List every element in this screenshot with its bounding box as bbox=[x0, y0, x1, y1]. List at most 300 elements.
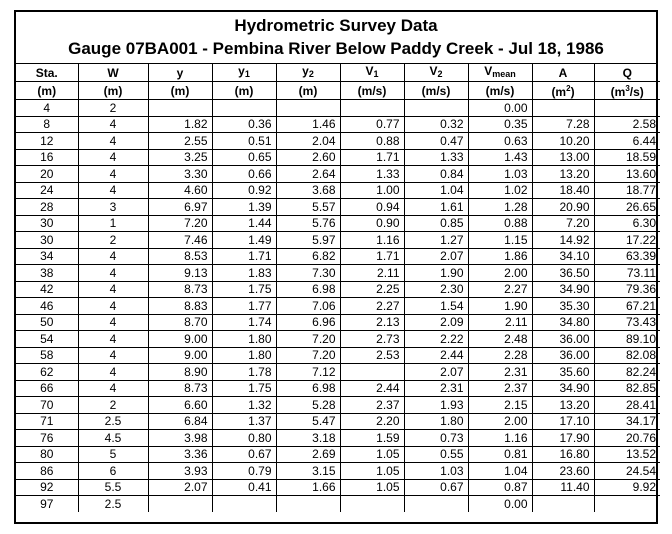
cell-v2: 0.47 bbox=[404, 133, 468, 150]
cell-y: 9.00 bbox=[148, 331, 212, 348]
cell-vmean: 1.90 bbox=[468, 298, 532, 315]
cell-q: 24.54 bbox=[594, 463, 660, 480]
cell-y1 bbox=[212, 100, 276, 117]
cell-q: 20.76 bbox=[594, 430, 660, 447]
unit-text: (m bbox=[610, 85, 626, 99]
cell-y1: 1.75 bbox=[212, 281, 276, 298]
cell-sta: 8 bbox=[16, 116, 78, 133]
cell-w: 4 bbox=[78, 182, 148, 199]
cell-vmean: 1.43 bbox=[468, 149, 532, 166]
table-row bbox=[16, 166, 660, 183]
cell-w: 3 bbox=[78, 199, 148, 216]
cell-vmean: 2.37 bbox=[468, 380, 532, 397]
cell-v2: 0.73 bbox=[404, 430, 468, 447]
column-unit-q bbox=[594, 82, 660, 100]
column-header-v1 bbox=[340, 64, 404, 82]
cell-v2: 2.44 bbox=[404, 347, 468, 364]
unit-text: (m) bbox=[170, 83, 190, 98]
cell-v2 bbox=[404, 496, 468, 512]
cell-y: 2.55 bbox=[148, 133, 212, 150]
cell-w: 4 bbox=[78, 314, 148, 331]
cell-vmean: 2.00 bbox=[468, 265, 532, 282]
table-row bbox=[16, 100, 660, 117]
cell-v1: 1.05 bbox=[340, 479, 404, 496]
cell-v2: 2.07 bbox=[404, 248, 468, 265]
cell-y1: 1.44 bbox=[212, 215, 276, 232]
cell-a: 36.50 bbox=[532, 265, 594, 282]
column-unit-vmean bbox=[468, 82, 532, 100]
cell-w: 4 bbox=[78, 331, 148, 348]
cell-sta: 24 bbox=[16, 182, 78, 199]
table-row bbox=[16, 199, 660, 216]
cell-a bbox=[532, 496, 594, 512]
cell-q bbox=[594, 496, 660, 512]
cell-sta: 58 bbox=[16, 347, 78, 364]
cell-sta: 28 bbox=[16, 199, 78, 216]
cell-v1: 1.71 bbox=[340, 248, 404, 265]
title-block bbox=[16, 12, 656, 64]
cell-q: 17.22 bbox=[594, 232, 660, 249]
cell-q: 26.65 bbox=[594, 199, 660, 216]
unit-text: (m) bbox=[37, 83, 57, 98]
cell-a: 35.60 bbox=[532, 364, 594, 381]
column-header-y bbox=[148, 64, 212, 82]
cell-y2: 2.04 bbox=[276, 133, 340, 150]
cell-y1: 1.74 bbox=[212, 314, 276, 331]
cell-w: 2 bbox=[78, 232, 148, 249]
cell-y: 7.46 bbox=[148, 232, 212, 249]
cell-w: 4 bbox=[78, 248, 148, 265]
cell-a: 17.10 bbox=[532, 413, 594, 430]
cell-sta: 34 bbox=[16, 248, 78, 265]
cell-a: 13.00 bbox=[532, 149, 594, 166]
cell-y2: 5.28 bbox=[276, 397, 340, 414]
cell-q: 89.10 bbox=[594, 331, 660, 348]
cell-vmean: 2.31 bbox=[468, 364, 532, 381]
cell-w: 4 bbox=[78, 166, 148, 183]
cell-y: 8.83 bbox=[148, 298, 212, 315]
cell-y2: 5.76 bbox=[276, 215, 340, 232]
cell-y1: 1.78 bbox=[212, 364, 276, 381]
cell-y bbox=[148, 496, 212, 512]
column-label-subscript: 1 bbox=[244, 69, 250, 79]
column-unit-v1 bbox=[340, 82, 404, 100]
cell-y2: 6.96 bbox=[276, 314, 340, 331]
column-unit-sta bbox=[16, 82, 78, 100]
cell-vmean: 0.81 bbox=[468, 446, 532, 463]
cell-v2: 1.33 bbox=[404, 149, 468, 166]
cell-y1: 1.75 bbox=[212, 380, 276, 397]
cell-v2: 1.04 bbox=[404, 182, 468, 199]
unit-text: (m/s) bbox=[357, 83, 387, 98]
cell-v2: 2.31 bbox=[404, 380, 468, 397]
cell-q bbox=[594, 100, 660, 117]
cell-sta: 76 bbox=[16, 430, 78, 447]
unit-text: (m/s) bbox=[421, 83, 451, 98]
page-title: Hydrometric Survey Data bbox=[234, 16, 438, 35]
cell-y1: 1.32 bbox=[212, 397, 276, 414]
cell-y2: 5.57 bbox=[276, 199, 340, 216]
cell-sta: 16 bbox=[16, 149, 78, 166]
cell-vmean: 1.28 bbox=[468, 199, 532, 216]
cell-sta: 71 bbox=[16, 413, 78, 430]
cell-y bbox=[148, 100, 212, 117]
cell-y: 7.20 bbox=[148, 215, 212, 232]
cell-q: 82.08 bbox=[594, 347, 660, 364]
cell-y2: 1.46 bbox=[276, 116, 340, 133]
cell-a: 35.30 bbox=[532, 298, 594, 315]
cell-vmean: 1.03 bbox=[468, 166, 532, 183]
cell-vmean: 2.11 bbox=[468, 314, 532, 331]
cell-v1: 2.11 bbox=[340, 265, 404, 282]
cell-v1: 2.13 bbox=[340, 314, 404, 331]
cell-w: 4 bbox=[78, 364, 148, 381]
cell-v1: 1.71 bbox=[340, 149, 404, 166]
cell-y: 8.70 bbox=[148, 314, 212, 331]
cell-v1: 2.27 bbox=[340, 298, 404, 315]
cell-v1: 2.20 bbox=[340, 413, 404, 430]
table-row bbox=[16, 314, 660, 331]
column-header-y2 bbox=[276, 64, 340, 82]
cell-q: 6.30 bbox=[594, 215, 660, 232]
cell-a: 7.20 bbox=[532, 215, 594, 232]
cell-sta: 70 bbox=[16, 397, 78, 414]
cell-sta: 92 bbox=[16, 479, 78, 496]
cell-y1: 0.92 bbox=[212, 182, 276, 199]
cell-y1: 0.66 bbox=[212, 166, 276, 183]
unit-tail: ) bbox=[570, 85, 575, 99]
cell-q: 34.17 bbox=[594, 413, 660, 430]
table-row bbox=[16, 116, 660, 133]
cell-v1: 1.16 bbox=[340, 232, 404, 249]
table-row bbox=[16, 496, 660, 512]
page-subtitle: Gauge 07BA001 - Pembina River Below Paddy Creek - Jul 18, 1986 bbox=[68, 39, 604, 58]
cell-y2 bbox=[276, 496, 340, 512]
cell-vmean: 0.00 bbox=[468, 496, 532, 512]
table-row bbox=[16, 397, 660, 414]
cell-a: 13.20 bbox=[532, 397, 594, 414]
cell-q: 6.44 bbox=[594, 133, 660, 150]
cell-a: 11.40 bbox=[532, 479, 594, 496]
cell-y1: 1.39 bbox=[212, 199, 276, 216]
cell-v2: 2.07 bbox=[404, 364, 468, 381]
column-label: W bbox=[107, 65, 119, 80]
column-header-sta bbox=[16, 64, 78, 82]
table-row bbox=[16, 463, 660, 480]
table-row bbox=[16, 479, 660, 496]
cell-v1: 2.25 bbox=[340, 281, 404, 298]
cell-v1: 2.37 bbox=[340, 397, 404, 414]
cell-v2: 2.30 bbox=[404, 281, 468, 298]
survey-sheet bbox=[14, 10, 658, 524]
cell-w: 2 bbox=[78, 100, 148, 117]
cell-a: 20.90 bbox=[532, 199, 594, 216]
unit-superscript: 3 bbox=[625, 84, 630, 93]
cell-q: 2.58 bbox=[594, 116, 660, 133]
cell-y: 3.98 bbox=[148, 430, 212, 447]
cell-v2: 0.85 bbox=[404, 215, 468, 232]
cell-w: 4 bbox=[78, 347, 148, 364]
cell-y1: 1.80 bbox=[212, 347, 276, 364]
cell-v1 bbox=[340, 364, 404, 381]
cell-vmean: 0.88 bbox=[468, 215, 532, 232]
cell-y: 8.53 bbox=[148, 248, 212, 265]
cell-y1: 1.37 bbox=[212, 413, 276, 430]
cell-w: 4 bbox=[78, 281, 148, 298]
cell-w: 4 bbox=[78, 149, 148, 166]
cell-vmean: 0.00 bbox=[468, 100, 532, 117]
table-row bbox=[16, 380, 660, 397]
table-row bbox=[16, 446, 660, 463]
cell-y: 3.30 bbox=[148, 166, 212, 183]
unit-text: (m) bbox=[298, 83, 318, 98]
table-row bbox=[16, 347, 660, 364]
table-row bbox=[16, 413, 660, 430]
cell-sta: 50 bbox=[16, 314, 78, 331]
cell-vmean: 0.63 bbox=[468, 133, 532, 150]
column-unit-w bbox=[78, 82, 148, 100]
cell-y1: 0.79 bbox=[212, 463, 276, 480]
cell-a: 36.00 bbox=[532, 331, 594, 348]
cell-v1: 0.90 bbox=[340, 215, 404, 232]
cell-y2: 3.15 bbox=[276, 463, 340, 480]
cell-vmean: 1.02 bbox=[468, 182, 532, 199]
column-header-y1 bbox=[212, 64, 276, 82]
cell-a: 34.10 bbox=[532, 248, 594, 265]
cell-y: 8.90 bbox=[148, 364, 212, 381]
cell-y1: 0.80 bbox=[212, 430, 276, 447]
cell-sta: 20 bbox=[16, 166, 78, 183]
table-row bbox=[16, 430, 660, 447]
cell-w: 2.5 bbox=[78, 496, 148, 512]
cell-y2: 7.30 bbox=[276, 265, 340, 282]
cell-q: 67.21 bbox=[594, 298, 660, 315]
cell-y1: 1.80 bbox=[212, 331, 276, 348]
cell-sta: 46 bbox=[16, 298, 78, 315]
column-header-q bbox=[594, 64, 660, 82]
cell-y1: 1.71 bbox=[212, 248, 276, 265]
cell-y2: 5.47 bbox=[276, 413, 340, 430]
unit-superscript: 2 bbox=[566, 84, 571, 93]
survey-table bbox=[16, 64, 660, 512]
column-label: V bbox=[365, 64, 374, 78]
cell-w: 4 bbox=[78, 133, 148, 150]
cell-y2: 3.68 bbox=[276, 182, 340, 199]
cell-v1 bbox=[340, 496, 404, 512]
cell-q: 13.60 bbox=[594, 166, 660, 183]
cell-v2: 2.09 bbox=[404, 314, 468, 331]
column-label-subscript: 1 bbox=[373, 69, 379, 79]
table-row bbox=[16, 248, 660, 265]
cell-v1: 1.59 bbox=[340, 430, 404, 447]
cell-q: 18.59 bbox=[594, 149, 660, 166]
cell-a: 13.20 bbox=[532, 166, 594, 183]
header-units-row bbox=[16, 82, 660, 100]
cell-sta: 30 bbox=[16, 232, 78, 249]
cell-v1: 0.88 bbox=[340, 133, 404, 150]
cell-a: 23.60 bbox=[532, 463, 594, 480]
cell-w: 4 bbox=[78, 116, 148, 133]
cell-sta: 4 bbox=[16, 100, 78, 117]
column-label: A bbox=[558, 65, 568, 80]
cell-y2: 7.06 bbox=[276, 298, 340, 315]
cell-a: 18.40 bbox=[532, 182, 594, 199]
cell-y: 9.00 bbox=[148, 347, 212, 364]
cell-v1: 1.33 bbox=[340, 166, 404, 183]
cell-a: 34.90 bbox=[532, 281, 594, 298]
column-label: V bbox=[484, 64, 493, 78]
cell-vmean: 1.86 bbox=[468, 248, 532, 265]
cell-v1: 2.73 bbox=[340, 331, 404, 348]
cell-y2: 3.18 bbox=[276, 430, 340, 447]
cell-y1: 1.77 bbox=[212, 298, 276, 315]
cell-sta: 42 bbox=[16, 281, 78, 298]
cell-a: 10.20 bbox=[532, 133, 594, 150]
cell-y: 3.36 bbox=[148, 446, 212, 463]
cell-v1 bbox=[340, 100, 404, 117]
cell-y: 8.73 bbox=[148, 380, 212, 397]
cell-v2: 2.22 bbox=[404, 331, 468, 348]
cell-w: 1 bbox=[78, 215, 148, 232]
cell-v2: 0.32 bbox=[404, 116, 468, 133]
column-label-subscript: 2 bbox=[437, 69, 443, 79]
cell-w: 2.5 bbox=[78, 413, 148, 430]
cell-q: 73.43 bbox=[594, 314, 660, 331]
cell-y: 3.93 bbox=[148, 463, 212, 480]
cell-vmean: 0.35 bbox=[468, 116, 532, 133]
cell-w: 4 bbox=[78, 380, 148, 397]
cell-a: 36.00 bbox=[532, 347, 594, 364]
column-unit-y bbox=[148, 82, 212, 100]
cell-y2: 2.69 bbox=[276, 446, 340, 463]
cell-vmean: 2.27 bbox=[468, 281, 532, 298]
cell-vmean: 1.16 bbox=[468, 430, 532, 447]
cell-a bbox=[532, 100, 594, 117]
cell-q: 63.39 bbox=[594, 248, 660, 265]
table-row bbox=[16, 215, 660, 232]
column-unit-y2 bbox=[276, 82, 340, 100]
cell-v1: 1.05 bbox=[340, 463, 404, 480]
cell-w: 5 bbox=[78, 446, 148, 463]
table-row bbox=[16, 281, 660, 298]
cell-vmean: 2.00 bbox=[468, 413, 532, 430]
table-header bbox=[16, 64, 660, 100]
cell-v2: 1.61 bbox=[404, 199, 468, 216]
cell-y: 4.60 bbox=[148, 182, 212, 199]
column-header-vmean bbox=[468, 64, 532, 82]
cell-y: 6.60 bbox=[148, 397, 212, 414]
cell-y1: 1.83 bbox=[212, 265, 276, 282]
unit-tail: /s) bbox=[629, 85, 644, 99]
cell-v1: 1.05 bbox=[340, 446, 404, 463]
cell-a: 7.28 bbox=[532, 116, 594, 133]
cell-y2: 6.82 bbox=[276, 248, 340, 265]
cell-q: 18.77 bbox=[594, 182, 660, 199]
table-row bbox=[16, 149, 660, 166]
cell-q: 82.85 bbox=[594, 380, 660, 397]
cell-y1: 0.41 bbox=[212, 479, 276, 496]
cell-q: 28.41 bbox=[594, 397, 660, 414]
cell-w: 5.5 bbox=[78, 479, 148, 496]
cell-y1: 0.36 bbox=[212, 116, 276, 133]
cell-w: 2 bbox=[78, 397, 148, 414]
cell-y: 6.84 bbox=[148, 413, 212, 430]
cell-v2: 0.84 bbox=[404, 166, 468, 183]
cell-y: 1.82 bbox=[148, 116, 212, 133]
cell-v1: 1.00 bbox=[340, 182, 404, 199]
cell-v2: 0.55 bbox=[404, 446, 468, 463]
cell-v2: 1.27 bbox=[404, 232, 468, 249]
cell-w: 6 bbox=[78, 463, 148, 480]
cell-v1: 2.53 bbox=[340, 347, 404, 364]
cell-y2: 6.98 bbox=[276, 380, 340, 397]
cell-sta: 66 bbox=[16, 380, 78, 397]
table-row bbox=[16, 298, 660, 315]
cell-y1: 0.51 bbox=[212, 133, 276, 150]
cell-q: 9.92 bbox=[594, 479, 660, 496]
table-row bbox=[16, 265, 660, 282]
cell-w: 4 bbox=[78, 265, 148, 282]
cell-vmean: 2.48 bbox=[468, 331, 532, 348]
column-header-a bbox=[532, 64, 594, 82]
cell-y: 9.13 bbox=[148, 265, 212, 282]
table-row bbox=[16, 133, 660, 150]
table-row bbox=[16, 232, 660, 249]
unit-text: (m) bbox=[103, 83, 123, 98]
cell-v2: 1.54 bbox=[404, 298, 468, 315]
cell-y: 8.73 bbox=[148, 281, 212, 298]
cell-sta: 97 bbox=[16, 496, 78, 512]
column-header-w bbox=[78, 64, 148, 82]
cell-v1: 0.94 bbox=[340, 199, 404, 216]
cell-y1: 0.65 bbox=[212, 149, 276, 166]
column-label: V bbox=[429, 64, 438, 78]
cell-y: 3.25 bbox=[148, 149, 212, 166]
unit-text: (m bbox=[551, 85, 567, 99]
column-label-subscript: 2 bbox=[308, 69, 314, 79]
cell-y2: 5.97 bbox=[276, 232, 340, 249]
cell-vmean: 0.87 bbox=[468, 479, 532, 496]
cell-v1: 0.77 bbox=[340, 116, 404, 133]
cell-sta: 80 bbox=[16, 446, 78, 463]
table-row bbox=[16, 182, 660, 199]
unit-text: (m/s) bbox=[485, 83, 515, 98]
cell-v2: 1.93 bbox=[404, 397, 468, 414]
column-label: Q bbox=[622, 65, 632, 80]
cell-a: 14.92 bbox=[532, 232, 594, 249]
cell-vmean: 1.15 bbox=[468, 232, 532, 249]
column-unit-y1 bbox=[212, 82, 276, 100]
cell-vmean: 1.04 bbox=[468, 463, 532, 480]
table-row bbox=[16, 364, 660, 381]
cell-y2: 1.66 bbox=[276, 479, 340, 496]
column-label: y bbox=[238, 64, 245, 78]
cell-y: 2.07 bbox=[148, 479, 212, 496]
cell-y2: 7.20 bbox=[276, 347, 340, 364]
cell-w: 4.5 bbox=[78, 430, 148, 447]
cell-sta: 86 bbox=[16, 463, 78, 480]
cell-q: 73.11 bbox=[594, 265, 660, 282]
table-body bbox=[16, 100, 660, 512]
cell-q: 13.52 bbox=[594, 446, 660, 463]
cell-y2 bbox=[276, 100, 340, 117]
cell-v2: 1.90 bbox=[404, 265, 468, 282]
column-label-subscript: mean bbox=[492, 69, 516, 79]
column-unit-v2 bbox=[404, 82, 468, 100]
cell-y1: 0.67 bbox=[212, 446, 276, 463]
header-labels-row bbox=[16, 64, 660, 82]
cell-y1 bbox=[212, 496, 276, 512]
